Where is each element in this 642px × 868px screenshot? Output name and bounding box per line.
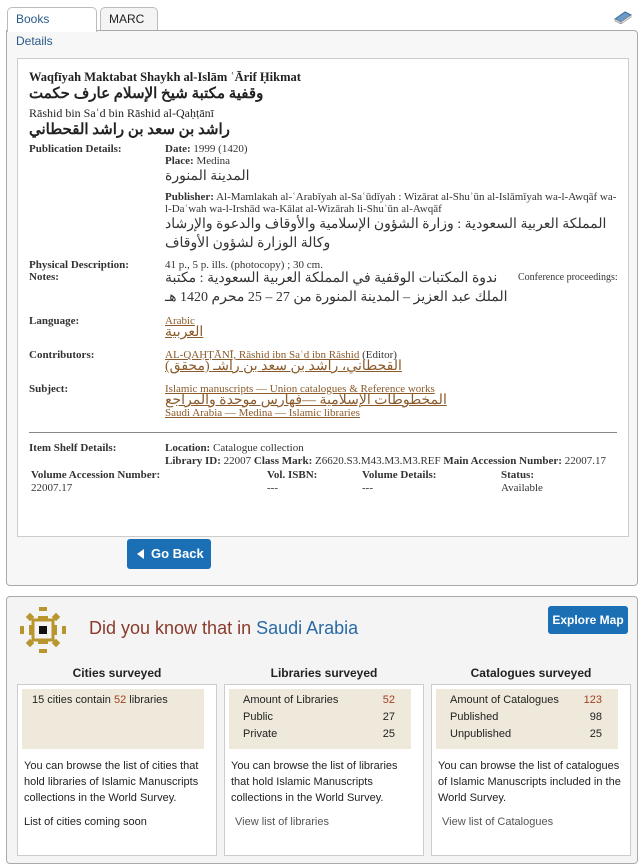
explore-map-button[interactable]: Explore Map [548, 606, 628, 634]
notes-value-ar: ندوة المكتبات الوقفية في المملكة العربية السعودية : مكتبة الملك عبد العزيز – المدينة المنورة من 27 – 25 محرم 1420 هـ [165, 271, 508, 305]
did-you-know-panel [6, 596, 638, 864]
catalogues-card [431, 684, 631, 856]
subject-link-2[interactable]: Saudi Arabia — Medina — Islamic libraries [165, 407, 360, 419]
go-back-label: Go Back [151, 546, 204, 561]
physical-label: Physical Description: [29, 259, 129, 271]
language-link-en[interactable]: Arabic [165, 315, 195, 327]
libraries-row: Amount of Libraries 52 [243, 694, 395, 706]
libraries-heading: Libraries surveyed [270, 666, 378, 680]
contributors-label: Contributors: [29, 349, 95, 361]
vol-acc-label: Volume Accession Number: [31, 469, 161, 481]
catalogues-row: Published 98 [450, 711, 602, 723]
kufic-logo-icon [18, 605, 68, 655]
libraries-card [224, 684, 424, 856]
shelf-location: Location: Catalogue collection [165, 442, 304, 454]
vol-details-label: Volume Details: [362, 469, 437, 481]
vol-isbn-label: Vol. ISBN: [267, 469, 318, 481]
title-en: Waqfīyah Maktabat Shaykh al-Islām ʿĀrif Ḥikmat [29, 70, 301, 84]
shelf-label: Item Shelf Details: [29, 442, 117, 454]
vol-details-value: --- [362, 482, 373, 494]
cities-desc: You can browse the list of cities that hold libraries of Islamic Manuscripts collections in the World Survey. [24, 760, 199, 804]
catalogues-heading: Catalogues surveyed [470, 666, 592, 680]
subject-values [165, 383, 620, 419]
title-ar: وقفية مكتبة شيخ الإسلام عارف حكمت [29, 86, 264, 102]
publication-date: Date: 1999 (1420) [165, 143, 248, 155]
subject-label: Subject: [29, 383, 69, 395]
shelf-ids: Library ID: 22007 Class Mark: Z6620.S3.M43.M3.M3.REF Main Accession Number: 22007.17 [165, 455, 606, 467]
author-en: Rāshid bin Saʿd bin Rāshid al-Qaḥṭānī [29, 106, 214, 120]
physical-value: 41 p., 5 p. ills. (photocopy) ; 30 cm. [165, 259, 323, 271]
cities-card [17, 684, 217, 856]
notes-prefix: Conference proceedings: [518, 272, 618, 283]
notes-label: Notes: [29, 271, 59, 283]
catalogues-row: Unpublished 25 [450, 728, 602, 740]
books-details-panel [6, 30, 638, 586]
view-libraries-link[interactable]: View list of libraries [235, 816, 329, 828]
contributor-link-en[interactable]: AL-QAḤṬĀNĪ, Rāshid ibn Saʿd ibn Rāshid [165, 349, 360, 361]
contributor-link-ar[interactable]: القحطاني، راشد بن سعد بن راشـ (محقق) [165, 359, 402, 374]
publication-publisher: Publisher: Al-Mamlakah al-ʿArabīyah al-Saʿūdīyah : Wizārat al-Shuʾūn al-Islāmīyah wa-l-Awqāf wa-l-Daʿwah wa-l-Irshād wa-Kālat al-Wizārah li-Shuʾūn al-Awqāf [165, 191, 617, 215]
vol-acc-value: 22007.17 [31, 482, 73, 494]
cities-summary [22, 689, 204, 749]
catalogues-desc: You can browse the list of catalogues of Islamic Manuscripts included in the World Survey. [438, 760, 621, 804]
language-link-ar[interactable]: العربية [165, 325, 204, 340]
cities-summary-text: 15 cities contain 52 libraries [32, 694, 168, 706]
status-value: Available [501, 482, 543, 494]
tab-books-details[interactable]: Books Details [7, 7, 97, 32]
libraries-desc: You can browse the list of libraries that hold Islamic Manuscripts collections in the World Survey. [231, 760, 398, 804]
language-label: Language: [29, 315, 80, 327]
contributors-values [165, 349, 620, 373]
did-you-know-headline: Did you know that in Saudi Arabia [89, 618, 359, 638]
status-label: Status: [501, 469, 535, 481]
book-icon[interactable] [613, 8, 633, 24]
subject-link-1[interactable]: Islamic manuscripts — Union catalogues & Reference works [165, 383, 435, 395]
contributor-role: (Editor) [362, 349, 397, 361]
author-ar: راشد بن سعد بن راشد القحطاني [29, 122, 230, 138]
divider [29, 432, 617, 433]
catalogues-summary [436, 689, 618, 749]
subject-link-1-ar[interactable]: المخطوطات الإسلامية —فهارس موحدة والمراجع [165, 393, 447, 408]
libraries-row: Private 25 [243, 728, 395, 740]
libraries-summary [229, 689, 411, 749]
publication-place-ar: المدينة المنورة [165, 169, 250, 184]
language-values [165, 315, 620, 339]
libraries-row: Public 27 [243, 711, 395, 723]
go-back-button[interactable] [127, 539, 211, 569]
tab-marc[interactable]: MARC [100, 7, 158, 31]
view-catalogues-link[interactable]: View list of Catalogues [442, 816, 554, 828]
publication-publisher-ar: المملكة العربية السعودية : وزارة الشؤون الإسلامية والأوقاف والدعوة والإرشاد وكالة الوزارة لشؤون الأوقاف [165, 217, 607, 251]
country-name: Saudi Arabia [256, 618, 359, 638]
cities-foot: List of cities coming soon [24, 816, 147, 828]
vol-isbn-value: --- [267, 482, 278, 494]
publication-place: Place: Medina [165, 155, 231, 167]
record-card [17, 58, 629, 537]
triangle-left-icon [137, 549, 144, 559]
catalogues-row: Amount of Catalogues 123 [450, 694, 602, 706]
cities-heading: Cities surveyed [72, 666, 162, 680]
publication-label: Publication Details: [29, 143, 122, 155]
